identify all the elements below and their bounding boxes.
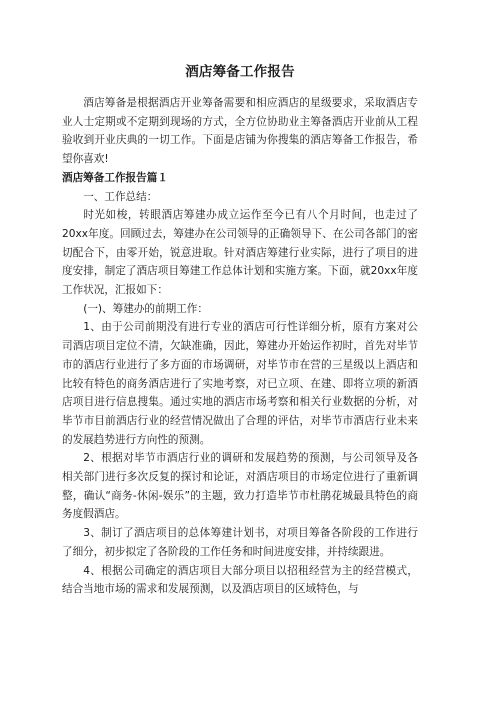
paragraph-item-4: 4、根据公司确定的酒店项目大部分项目以招租经营为主的经营模式，结合当地市场的需求和发展预测，以及酒店项目的区域特色，与 — [62, 564, 418, 596]
paragraph-overview: 时光如梭，转眼酒店筹建办成立运作至今已有八个月时间，也走过了20xx年度。回顾过去，筹建办在公司领导的正确领导下、在公司各部门的密切配合下，由零开始，锐意进取。针对酒店筹建行业实际，进行了项目的进度安排，制定了酒店项目筹建工作总体计划和实施方案。下面，就20xx年度工作状况，汇报如下： — [62, 209, 418, 297]
paragraph-heading-summary: 一、工作总结： — [83, 190, 158, 203]
paragraph-item-2: 2、根据对毕节市酒店行业的调研和发展趋势的预测，与公司领导及各相关部门进行多次反复的探讨和论证，对酒店项目的市场定位进行了重新调整，确认“商务-休闲-娱乐”的主题，致力打造毕节市杜鹃花城最具特色的商务度假酒店。 — [62, 452, 418, 521]
document-title: 酒店筹备工作报告 — [185, 64, 295, 80]
paragraph-item-1: 1、由于公司前期没有进行专业的酒店可行性详细分析，原有方案对公司酒店项目定位不清，欠缺准确，因此，筹建办开始运作初时，首先对毕节市的酒店行业进行了多方面的市场调研，对毕节市在营的三星级以上酒店和比较有特色的商务酒店进行了实地考察，对已立项、在建、即将立项的新酒店项目进行信息搜集。通过实地的酒店市场考察和相关行业数据的分析，对毕节市目前酒店行业的经营情况做出了合理的评估，对毕节市酒店行业未来的发展趋势进行方向性的预测。 — [62, 321, 418, 446]
paragraph-heading-preliminary: (一)、筹建办的前期工作： — [83, 302, 208, 315]
section-title: 酒店筹备工作报告篇１ — [62, 171, 168, 184]
intro-paragraph: 酒店筹备是根据酒店开业筹备需要和相应酒店的星级要求，采取酒店专业人士定期或不定期到现场的方式，全方位协助业主筹备酒店开业前从工程验收到开业庆典的一切工作。下面是店铺为你搜集的酒店筹备工作报告，希望你喜欢! — [62, 97, 418, 166]
paragraph-item-3: 3、制订了酒店项目的总体筹建计划书，对项目筹备各阶段的工作进行了细分，初步拟定了各阶段的工作任务和时间进度安排，并持续跟进。 — [62, 527, 418, 558]
